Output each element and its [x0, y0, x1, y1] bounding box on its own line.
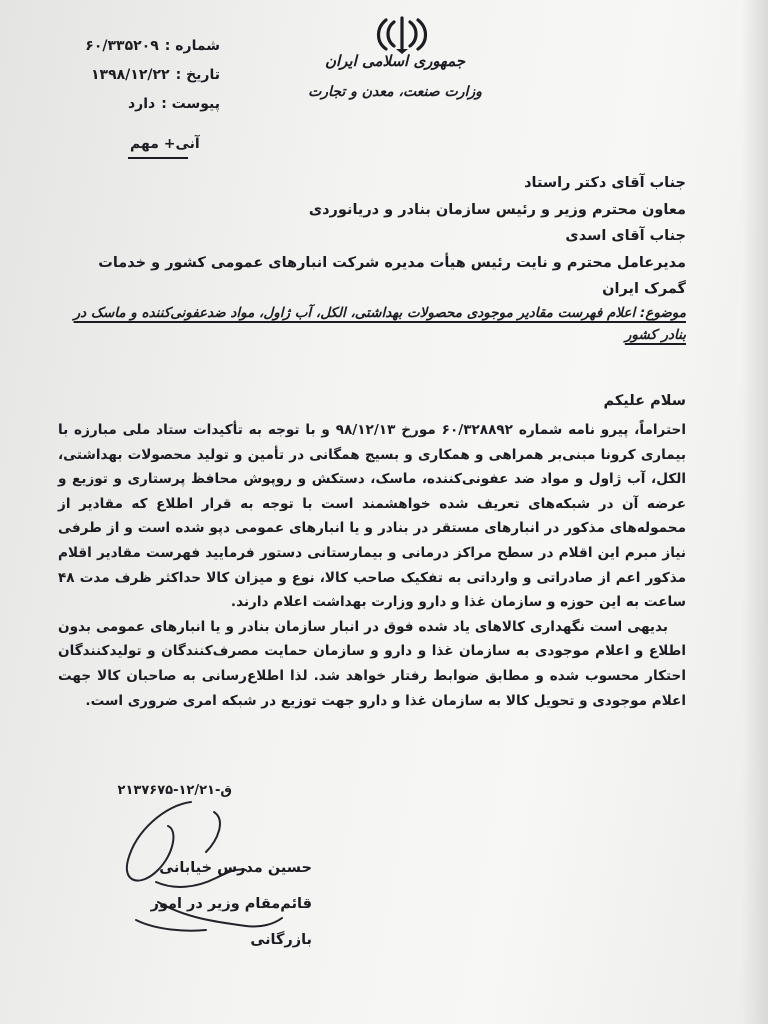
addressee-block [66, 170, 686, 303]
letter-number-value: ۶۰/۳۳۵۲۰۹ [85, 38, 159, 54]
signer-title: قائم‌مقام وزیر در امور بازرگانی [150, 896, 312, 948]
letter-number-row [70, 32, 220, 61]
attachment-row [70, 90, 220, 119]
urgency-underline [128, 157, 188, 159]
letter-date-row [70, 61, 220, 90]
iran-emblem-icon [374, 14, 430, 56]
signer-block [92, 850, 312, 958]
letter-body [58, 418, 686, 713]
subject-text: موضوع: اعلام فهرست مقادیر موجودی محصولات بهداشتی، الکل، آب ژاول، مواد ضدعفونی‌کننده و ماسک در بنادر کشور [73, 305, 686, 343]
reference-code: ق-۱۲/۲۱-۲۱۳۷۶۷۵ [117, 783, 232, 798]
body-paragraph: احتراماً، پیرو نامه شماره ۶۰/۳۲۸۸۹۲ مورخ ۹۸/۱۲/۱۳ و با توجه به تأکیدات ستاد ملی مبارزه با بیماری کرونا مبنی‌بر همراهی و همکاری و بسیج همگانی در تأمین و تولید محصولات بهداشتی، الکل، آب ژاول و مواد ضد عفونی‌کننده، ماسک، دستکش و روپوش محافظ پرستاری و توزیع و عرضه آن در شبکه‌های تعریف شده خواهشمند است با توجه به قرار اطلاع که مقادیر از محموله‌های مذکور در انبارهای مستقر در بنادر و یا انبارهای عمومی دپو شده است و از طرفی نیاز مبرم این اقلام در سطح مراکز درمانی و بیمارستانی دستور فرمایید فهرست مقادیر اقلام مذکور اعم از صادراتی و وارداتی به تفکیک صاحب کالا، نوع و میزان کالا حداکثر ظرف مدت ۴۸ ساعت به این حوزه و سازمان غذا و دارو وزارت بهداشت اعلام دارند. [58, 422, 686, 611]
addressee-line: مدیرعامل محترم و نایت رئیس هیأت مدیره شرکت انبارهای عمومی کشور و خدمات [98, 254, 686, 271]
attachment-value: دارد [127, 96, 156, 112]
ministry-name: وزارت صنعت، معدن و تجارت [308, 84, 482, 100]
attachment-label: پیوست : [161, 96, 220, 112]
body-paragraph: بدیهی است نگهداری کالاهای یاد شده فوق در انبار سازمان بنادر و یا انبارهای عمومی بدون اطلاع و اعلام موجودی به سازمان غذا و دارو و سازمان حمایت مصرف‌کنندگان و تولیدکنندگان احتکار محسوب شده و مطابق ضوابط رفتار خواهد شد. لذا اطلاع‌رسانی به صاحبان کالا جهت اعلام موجودی و تحویل کالا به سازمان غذا و دارو جهت توزیع در شبکه امری ضروری است. [58, 618, 686, 709]
addressee-line: معاون محترم وزیر و رئیس سازمان بنادر و دریانوردی [308, 201, 686, 218]
letter-meta [70, 32, 220, 119]
signer-name: حسین مدرس خیابانی [159, 860, 312, 876]
addressee-line: جناب آقای اسدی [565, 228, 686, 244]
salutation: سلام علیکم [603, 393, 686, 409]
letter-number-label: شماره : [164, 38, 220, 54]
addressee-line: جناب آقای دکتر راستاد [524, 175, 686, 191]
letter-subject [56, 302, 686, 346]
letter-date-value: ۱۳۹۸/۱۲/۲۲ [91, 67, 170, 83]
addressee-line: گمرک ایران [602, 281, 686, 297]
letter-date-label: تاریخ : [175, 67, 220, 83]
urgency-stamp: آنی+ مهم [130, 136, 200, 152]
government-name: جمهوری اسلامی ایران [324, 52, 466, 70]
